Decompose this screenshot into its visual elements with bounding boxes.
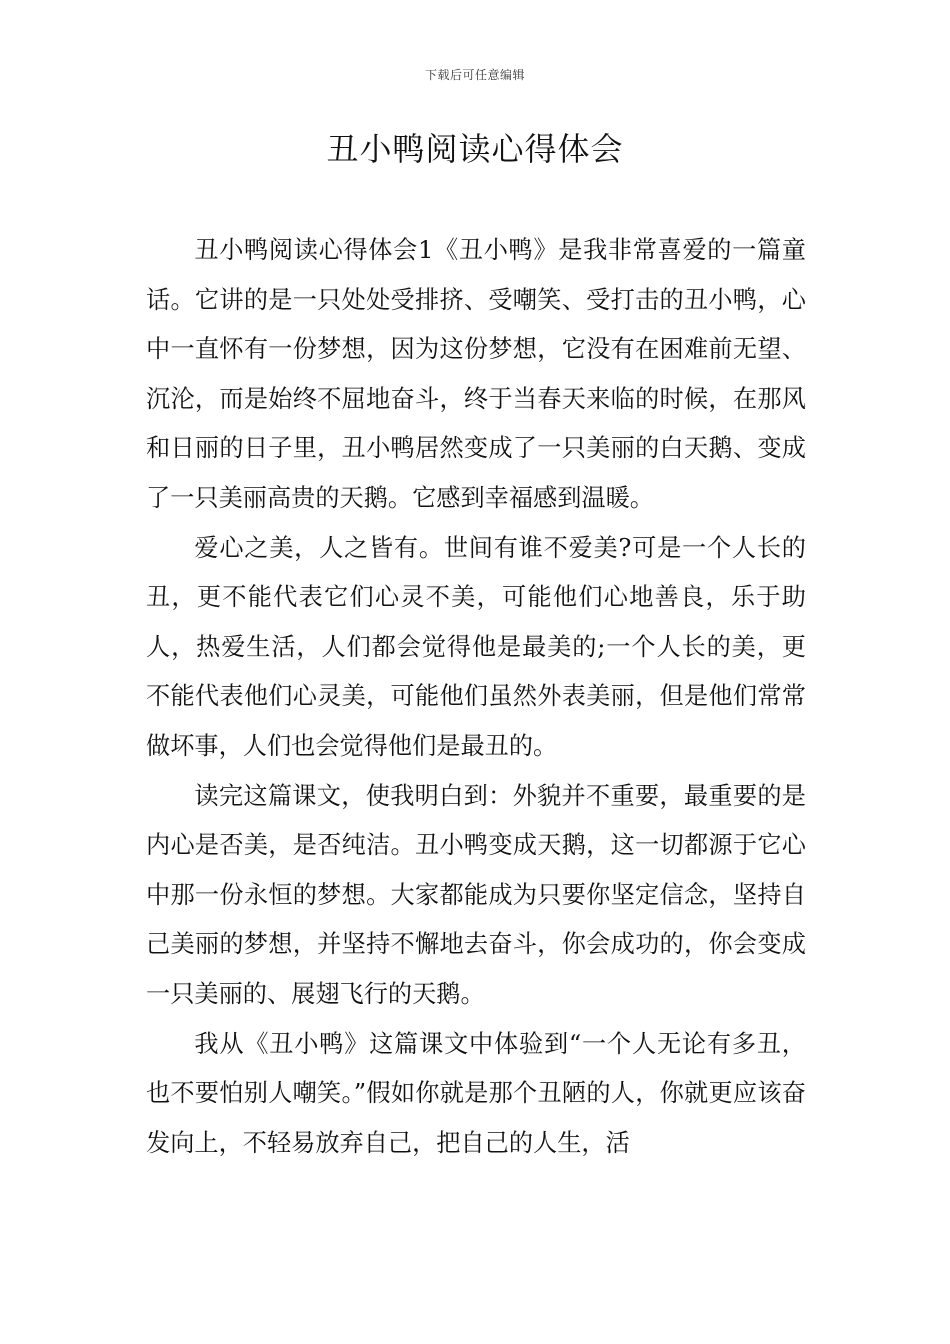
header-note: 下载后可任意编辑 [424, 68, 525, 82]
paragraph: 读完这篇课文，使我明白到：外貌并不重要，最重要的是内心是否美，是否纯洁。丑小鸭变成天鹅，这一切都源于它心中那一份永恒的梦想。大家都能成为只要你坚定信念，坚持自己美丽的梦想，并坚持不懈地去奋斗，你会成功的，你会变成一只美丽的、展翅飞行的天鹅。 [146, 781, 806, 1008]
document-body [146, 226, 806, 1168]
paragraph: 爱心之美，人之皆有。世间有谁不爱美?可是一个人长的丑，更不能代表它们心灵不美，可能他们心地善良，乐于助人，热爱生活，人们都会觉得他是最美的;一个人长的美，更不能代表他们心灵美，可能他们虽然外表美丽，但是他们常常做坏事，人们也会觉得他们是最丑的。 [146, 533, 806, 760]
paragraph: 丑小鸭阅读心得体会1《丑小鸭》是我非常喜爱的一篇童话。它讲的是一只处处受排挤、受嘲笑、受打击的丑小鸭，心中一直怀有一份梦想，因为这份梦想，它没有在困难前无望、沉沦，而是始终不屈地奋斗，终于当春天来临的时候，在那风和日丽的日子里，丑小鸭居然变成了一只美丽的白天鹅、变成了一只美丽高贵的天鹅。它感到幸福感到温暖。 [146, 236, 806, 512]
document-title: 丑小鸭阅读心得体会 [326, 130, 624, 168]
paragraph: 我从《丑小鸭》这篇课文中体验到“一个人无论有多丑，也不要怕别人嘲笑。”假如你就是那个丑陋的人，你就更应该奋发向上，不轻易放弃自己，把自己的人生，活 [146, 1029, 806, 1157]
